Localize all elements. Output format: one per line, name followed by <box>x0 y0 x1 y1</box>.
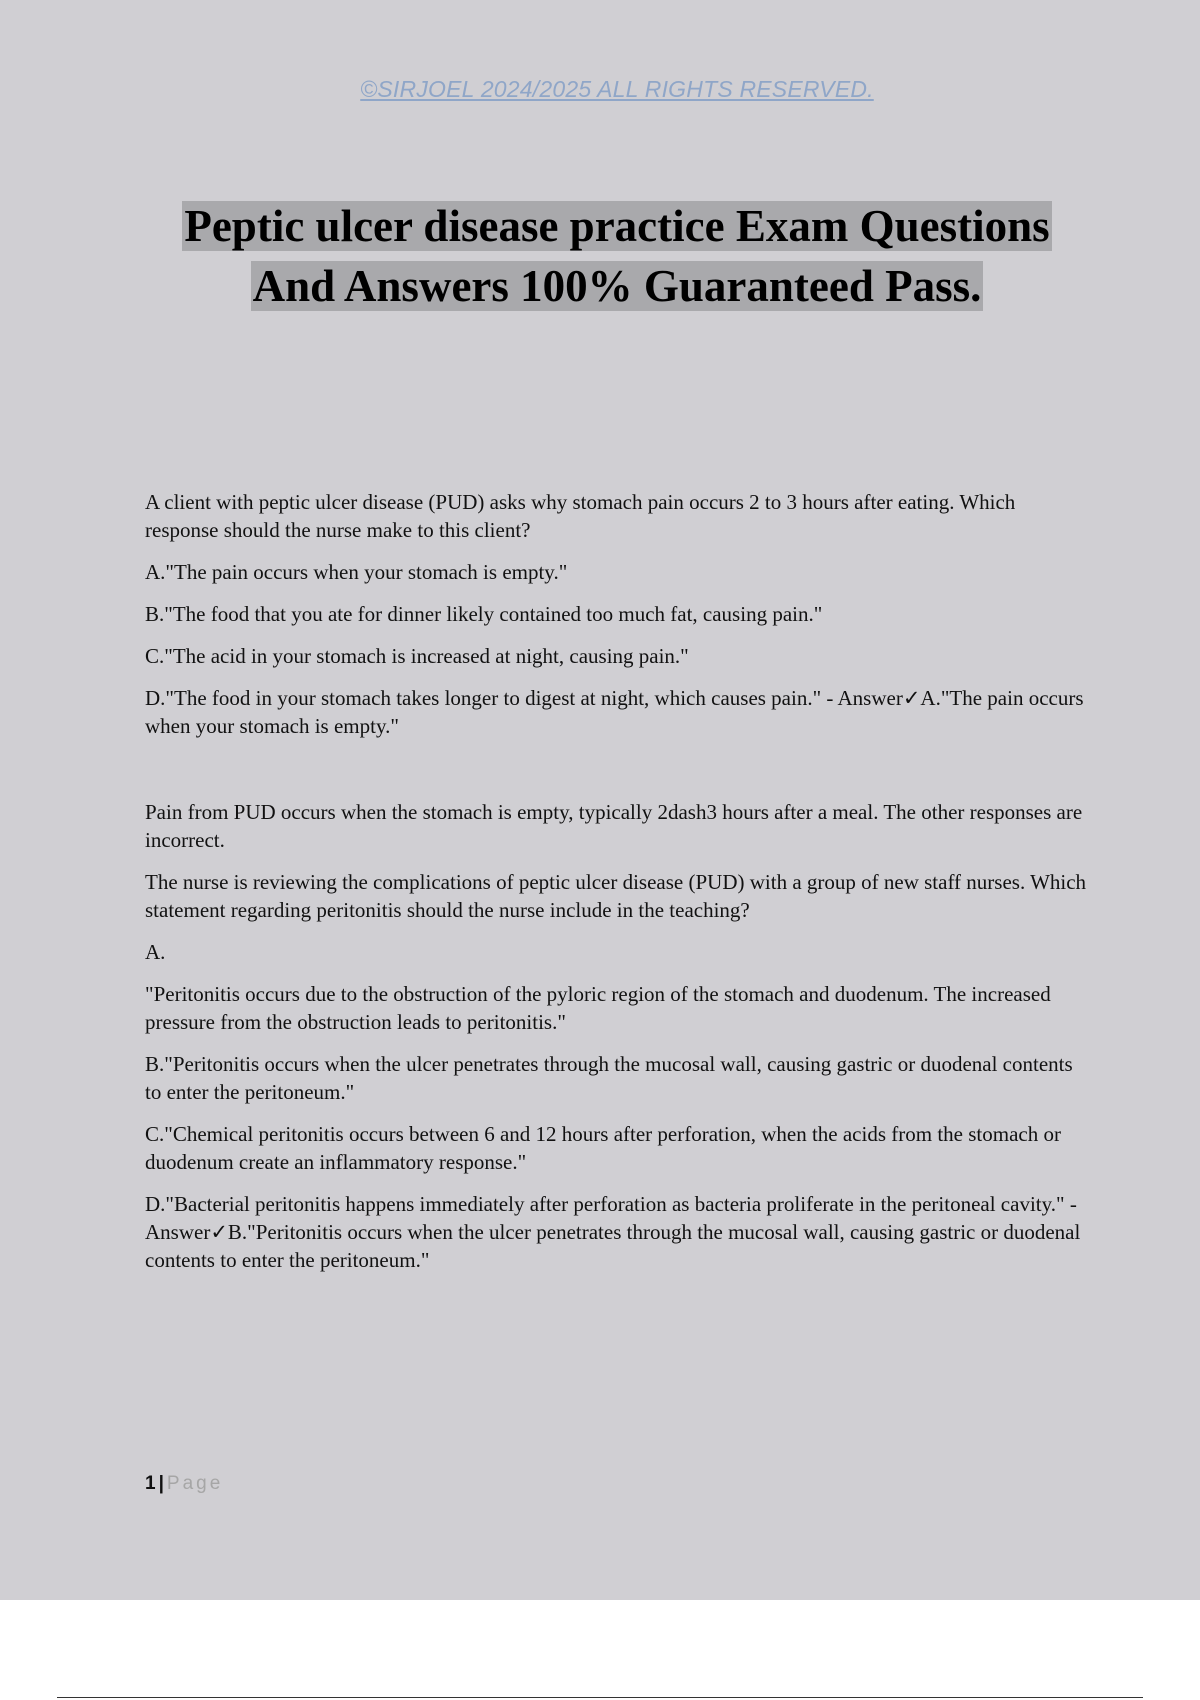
question-2-stem: The nurse is reviewing the complications of peptic ulcer disease (PUD) with a group of new staff nurses. Which statement regarding peritonitis should the nurse include in the teaching? <box>145 870 1087 922</box>
document-body <box>145 488 1090 1288</box>
question-1-option-a: A."The pain occurs when your stomach is empty." <box>145 560 568 584</box>
page-number: 1 <box>145 1473 156 1494</box>
copyright-header: ©SIRJOEL 2024/2025 ALL RIGHTS RESERVED. <box>360 76 874 102</box>
question-1-rationale: Pain from PUD occurs when the stomach is empty, typically 2dash3 hours after a meal. The other responses are incorrect. <box>145 800 1083 852</box>
question-1-option-c: C."The acid in your stomach is increased at night, causing pain." <box>145 644 689 668</box>
question-1-stem: A client with peptic ulcer disease (PUD) asks why stomach pain occurs 2 to 3 hours after eating. Which response should the nurse make to this client? <box>145 490 1016 542</box>
document-title <box>0 196 1200 316</box>
question-2-option-a-label: A. <box>145 940 166 964</box>
page-separator: | <box>158 1473 164 1494</box>
question-2-option-c: C."Chemical peritonitis occurs between 6 and 12 hours after perforation, when the acids from the stomach or duodenum create an inflammatory response." <box>145 1122 1061 1174</box>
question-2-option-b: B."Peritonitis occurs when the ulcer penetrates through the mucosal wall, causing gastric or duodenal contents to enter the peritoneum." <box>145 1052 1073 1104</box>
question-1-option-d-answer: D."The food in your stomach takes longer to digest at night, which causes pain." - Answer✓A."The pain occurs when your stomach is empty." <box>145 686 1084 738</box>
question-1-option-b: B."The food that you ate for dinner likely contained too much fat, causing pain." <box>145 602 823 626</box>
question-2-option-a: "Peritonitis occurs due to the obstruction of the pyloric region of the stomach and duodenum. The increased pressure from the obstruction leads to peritonitis." <box>145 982 1051 1034</box>
page-footer <box>145 1473 223 1495</box>
next-page-divider <box>57 1697 1143 1698</box>
question-2-option-d-answer: D."Bacterial peritonitis happens immediately after perforation as bacteria proliferate in the peritoneal cavity." - Answer✓B."Peritonitis occurs when the ulcer penetrates through the mucosal wall, causing gastric or duodenal contents to enter the peritoneum." <box>145 1192 1081 1272</box>
title-line-2: And Answers 100% Guaranteed Pass. <box>252 261 982 311</box>
page-word: Page <box>166 1473 224 1494</box>
next-page-preview <box>0 1600 1200 1700</box>
title-line-1: Peptic ulcer disease practice Exam Questions <box>184 201 1050 251</box>
